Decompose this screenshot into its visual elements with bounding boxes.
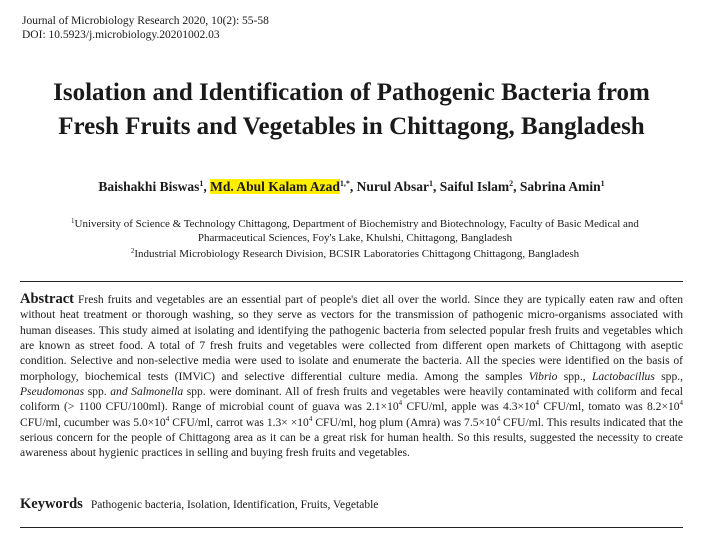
author-affiliation-marker: 1: [199, 179, 204, 188]
author-affiliation-marker: 1: [429, 179, 434, 188]
affiliation-1-line-2: Pharmaceutical Sciences, Foy's Lake, Khulshi, Chittagong, Bangladesh: [197, 231, 513, 244]
author: [520, 179, 605, 194]
abstract-text: spp. were dominant. All of fresh fruits and vegetables were heavily contaminated with coliform and fecal coliform (> 1100 CFU/100ml). Range of microbial count of guava was 2.1×10: [20, 386, 683, 414]
abstract-text: CFU/ml, hog plum (Amra) was 7.5×10: [312, 416, 497, 429]
abstract-text: CFU/ml, cucumber was 5.0×10: [20, 416, 166, 429]
exponent: 4: [308, 414, 313, 423]
exponent: 4: [398, 399, 403, 408]
abstract-text: spp.,: [557, 370, 592, 383]
abstract-text: CFU/ml. This results indicated that the serious concern for the people of Chittagong area as it can be a great risk for human health. So this results, suggested the necessity to create awareness about hygienic practices in selling and buying fresh fruits and vegetables.: [20, 416, 683, 460]
exponent: 4: [535, 399, 540, 408]
author: [357, 179, 440, 194]
author-name: Sabrina Amin: [519, 179, 601, 194]
author-separator: ,: [349, 179, 357, 194]
species-pseudomonas: Pseudomonas: [20, 386, 85, 399]
author-affiliation-marker: 1,*: [339, 179, 350, 188]
exponent: 4: [679, 399, 684, 408]
affiliation-1-line-1: University of Science & Technology Chittagong, Department of Biochemistry and Biotechnology, Faculty of Basic Medical and: [74, 218, 639, 230]
abstract-text: spp.: [84, 386, 111, 399]
keywords: [20, 495, 683, 514]
affiliations: [40, 215, 670, 262]
abstract-text: Fresh fruits and vegetables are an essential part of people's diet all over the world. Since they are typically eaten raw and often without heat treatment or thorough washing, so they serve as vectors for the transmission of pathogenic micro-organisms associated with human diseases. This study aimed at isolating and identifying the pathogenic bacteria from selected popular fresh fruits and vegetables which are known as street food. A total of 7 fresh fruits and vegetables were collected from different open markets of Chittagong with aseptic condition. Selective and non-selective media were used to isolate and enumerate the bacteria. All the species were identified on the basis of morphology, biochemical tests (IMViC) and selective differential culture media. Among the samples: [20, 294, 683, 383]
title-line-1: Isolation and Identification of Pathogenic Bacteria from: [53, 79, 650, 106]
species-vibrio: Vibrio: [528, 370, 558, 383]
author-name: Baishakhi Biswas: [98, 179, 200, 194]
author: [98, 179, 210, 194]
author: [210, 179, 357, 194]
author-name: Nurul Absar: [356, 179, 430, 194]
author-separator: ,: [433, 179, 440, 194]
affiliation-2: [40, 245, 670, 262]
journal-doi: DOI: 10.5923/j.microbiology.20201002.03: [22, 29, 220, 41]
journal-citation: Journal of Microbiology Research 2020, 10(2): 55-58: [22, 15, 269, 27]
bottom-rule: [20, 527, 683, 528]
author-affiliation-marker: 2: [509, 179, 514, 188]
keywords-heading: Keywords: [20, 496, 83, 512]
abstract: [20, 292, 683, 462]
author-name: Saiful Islam: [439, 179, 510, 194]
title-line-2: Fresh Fruits and Vegetables in Chittagong, Bangladesh: [58, 113, 645, 140]
abstract-text: CFU/ml, apple was 4.3×10: [402, 401, 536, 414]
top-rule: [20, 281, 683, 282]
abstract-text: spp.,: [654, 370, 683, 383]
abstract-heading: Abstract: [20, 291, 74, 307]
species-salmonella: and Salmonella: [110, 386, 184, 399]
affiliation-2-text: Industrial Microbiology Research Division, BCSIR Laboratories Chittagong Chittagong, Bangladesh: [134, 248, 580, 260]
keywords-text: Pathogenic bacteria, Isolation, Identification, Fruits, Vegetable: [90, 499, 379, 511]
author-name: Md. Abul Kalam Azad: [210, 179, 340, 194]
affiliation-1-marker: 1: [71, 217, 75, 225]
journal-header: [22, 14, 269, 42]
author-list: [0, 175, 703, 196]
author-separator: ,: [203, 179, 211, 194]
paper-title: [0, 76, 703, 144]
exponent: 4: [496, 414, 501, 423]
species-lactobacillus: Lactobacillus: [591, 370, 655, 383]
abstract-text: CFU/ml, tomato was 8.2×10: [539, 401, 680, 414]
abstract-text: CFU/ml, carrot was 1.3× ×10: [169, 416, 309, 429]
exponent: 4: [165, 414, 170, 423]
author-affiliation-marker: 1: [600, 179, 605, 188]
author: [440, 179, 520, 194]
affiliation-1: [40, 215, 670, 245]
affiliation-2-marker: 2: [130, 247, 135, 255]
author-separator: ,: [513, 179, 520, 194]
